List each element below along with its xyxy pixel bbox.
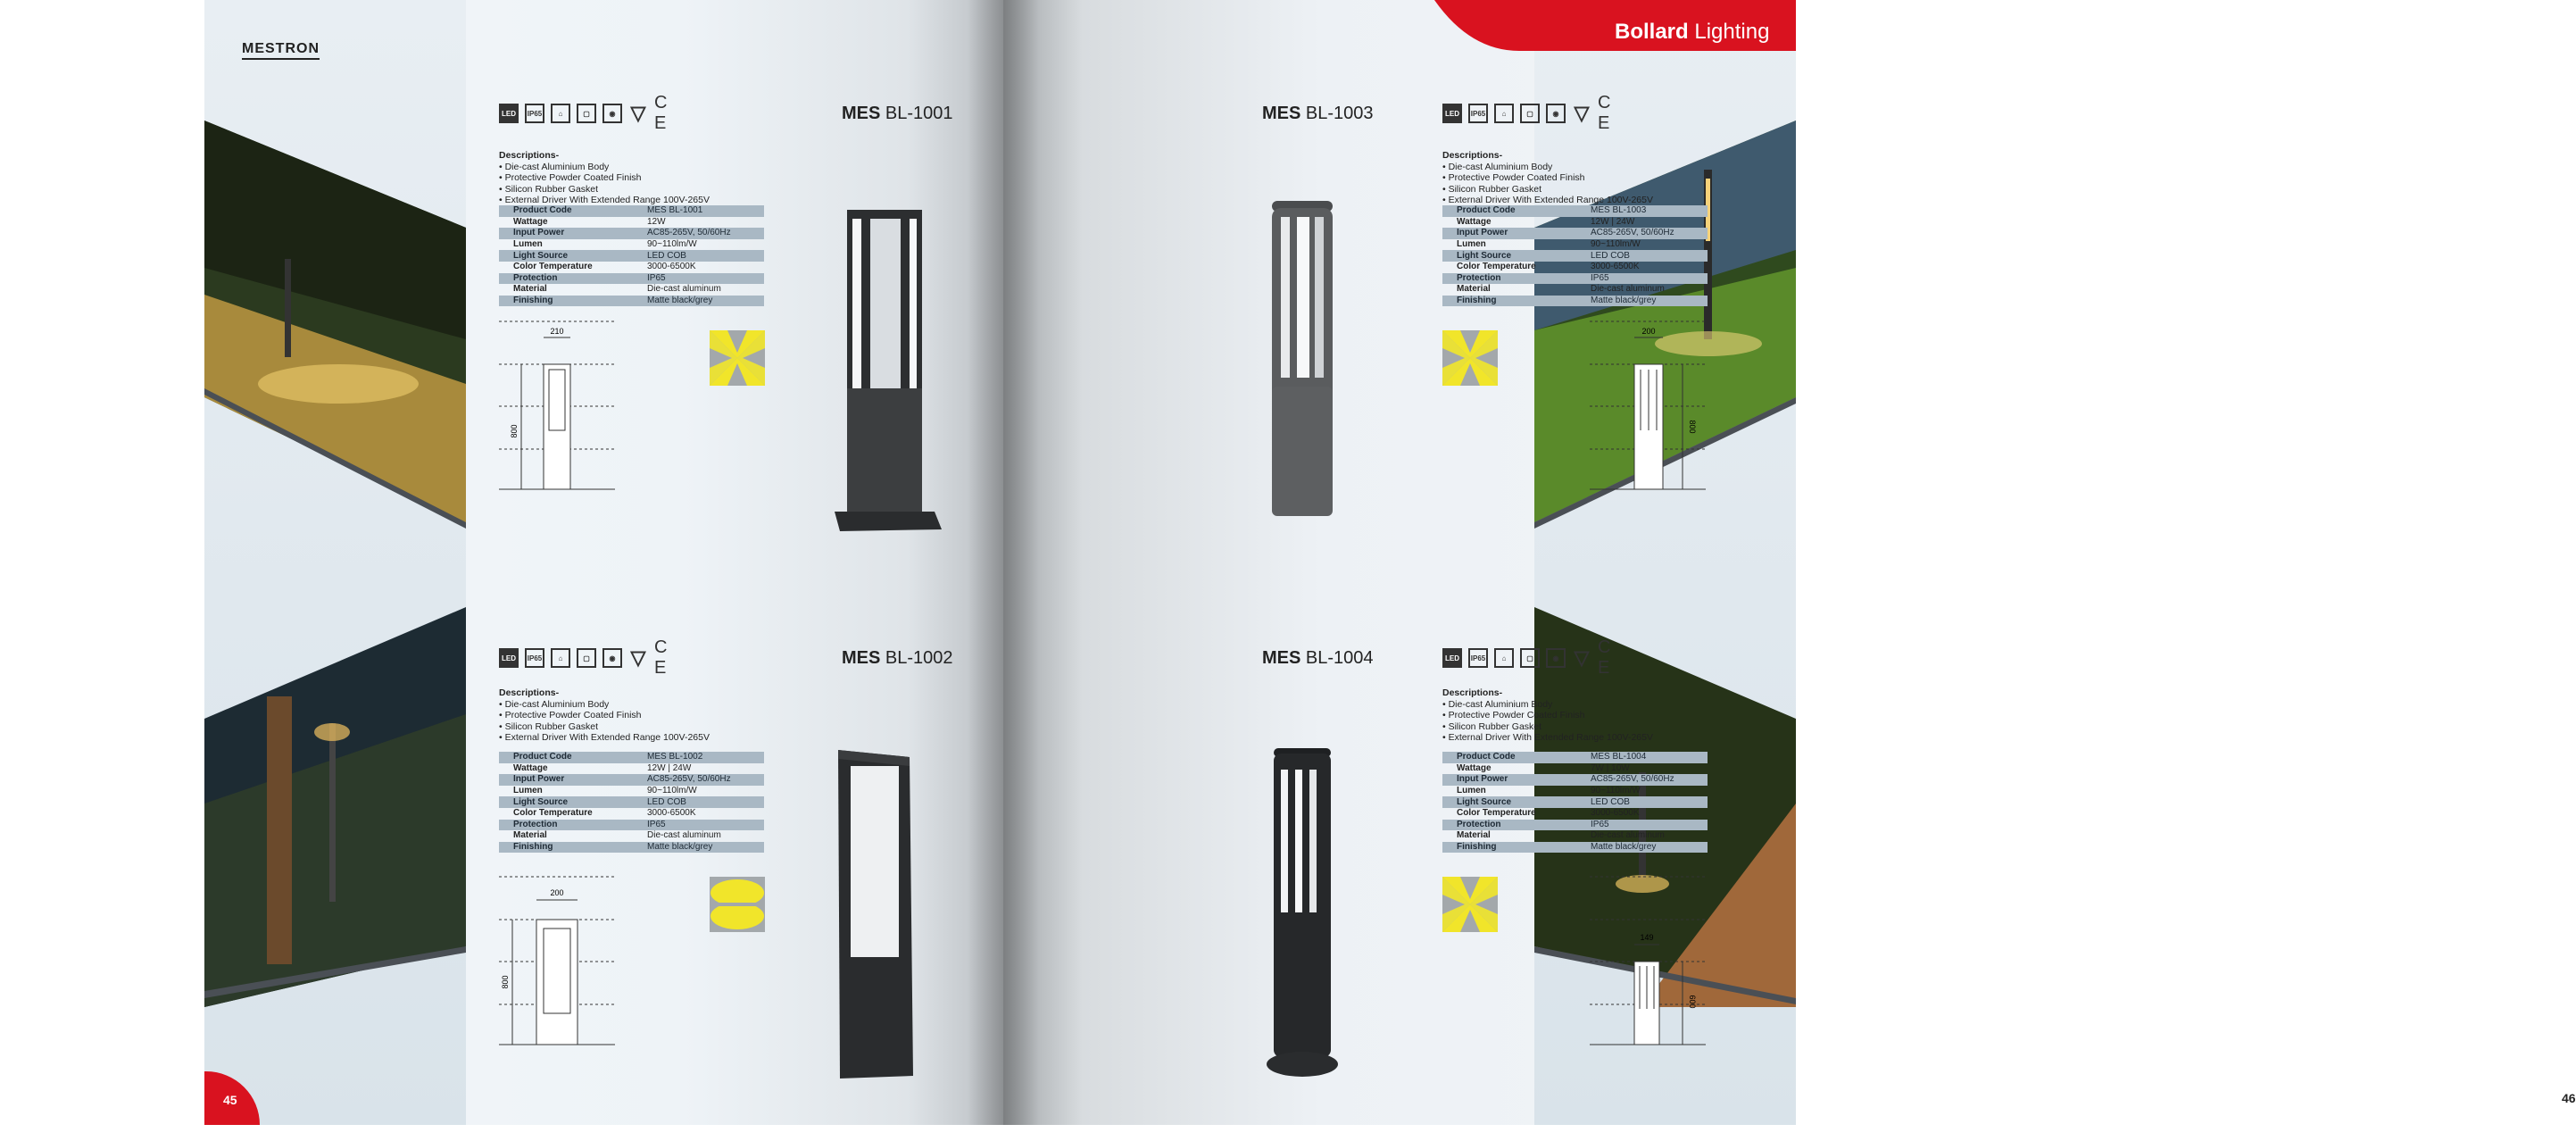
product-image [831,741,920,1085]
product-image [835,199,942,534]
spec-row: Light Source LED COB [1442,250,1708,262]
spec-row: Product Code MES BL-1004 [1442,752,1708,763]
spec-table [499,752,764,853]
triangle-icon: ▽ [630,646,646,669]
class-ii-icon: ⌂ [551,648,570,668]
spec-row: Wattage 12W | 24W [513,762,692,773]
class-ii-icon: ⌂ [1494,648,1514,668]
double-square-icon: ▢ [1520,648,1540,668]
beam-pattern-icon [710,877,765,932]
spec-row: Light Source LED COB [499,250,764,262]
spec-row: Material Die-cast aluminum [1457,284,1665,295]
spec-row: Color Temperature 3000-6500K [513,808,696,819]
spec-row: Product Code MES BL-1001 [499,205,764,217]
spec-row: Protection IP65 [1442,273,1708,285]
dimension-height: 800 [1688,420,1697,434]
product-bl-1001 [499,93,972,596]
dimension-drawing [1590,320,1710,498]
product-description: Descriptions- • Die-cast Aluminium Body • Protective Powder Coated Finish • Silicon Rubber Gasket • External Driver With Extended Range 100V-265V [499,687,710,743]
target-icon: ◉ [602,648,622,668]
spec-row: Lumen 90~110lm/W [1457,786,1641,796]
spec-row: Lumen 90~110lm/W [513,239,697,250]
led-icon: LED [1442,648,1462,668]
spec-row: Light Source LED COB [1442,796,1708,808]
dimension-height: 600 [1688,995,1697,1009]
led-icon: LED [499,648,519,668]
product-description: Descriptions- • Die-cast Aluminium Body • Protective Powder Coated Finish • Silicon Rubber Gasket • External Driver With Extended Range 100V-265V [1442,687,1653,743]
certification-icons [1442,637,1623,678]
dimension-width: 210 [550,327,564,336]
product-bl-1004 [1237,637,1710,1141]
spec-row: Material Die-cast aluminum [1457,830,1665,841]
dimension-drawing [499,875,619,1054]
triangle-icon: ▽ [630,102,646,124]
spec-row: Wattage 12W [513,216,666,227]
triangle-icon: ▽ [1574,102,1590,124]
ce-icon: C E [1598,637,1611,678]
product-title: MES BL-1004 [1262,648,1374,668]
target-icon: ◉ [1546,104,1566,123]
beam-pattern-icon [710,330,765,386]
spec-row: Finishing Matte black/grey [499,842,764,854]
ip65-icon: IP65 [525,648,544,668]
spec-row: Lumen 90~110lm/W [1457,239,1641,250]
spec-row: Wattage 7W | 10W [1457,762,1630,773]
dimension-drawing [1590,875,1710,1054]
product-image [1267,199,1338,534]
spec-row: Input Power AC85-265V, 50/60Hz [499,228,764,239]
product-bl-1003 [1237,93,1710,596]
spec-row: Protection IP65 [499,820,764,831]
class-ii-icon: ⌂ [551,104,570,123]
catalog-spread [204,0,2576,1125]
dimension-width: 149 [1640,933,1654,942]
spec-row: Color Temperature 3000-6500K [1457,262,1640,272]
spec-row: Input Power AC85-265V, 50/60Hz [499,774,764,786]
double-square-icon: ▢ [577,648,596,668]
spec-row: Protection IP65 [499,273,764,285]
product-title: MES BL-1002 [842,648,953,668]
spec-row: Product Code MES BL-1002 [499,752,764,763]
ip65-icon: IP65 [525,104,544,123]
spec-table [1442,205,1708,306]
product-title: MES BL-1003 [1262,104,1374,123]
spec-row: Finishing Matte black/grey [499,296,764,307]
spec-row: Color Temperature 3000-6500K [513,262,696,272]
ip65-icon: IP65 [1468,104,1488,123]
section-title: Bollard Lighting [1615,20,1770,44]
certification-icons [499,637,679,678]
dimension-drawing [499,320,619,498]
dimension-width: 200 [1641,327,1656,336]
spec-row: Wattage 12W | 24W [1457,216,1635,227]
book-fold-shadow [968,0,1039,1125]
spec-row: Material Die-cast aluminum [513,284,721,295]
ce-icon: C E [654,637,668,678]
spec-row: Light Source LED COB [499,796,764,808]
spec-row: Input Power AC85-265V, 50/60Hz [1442,774,1708,786]
beam-pattern-icon [1442,330,1498,386]
target-icon: ◉ [1546,648,1566,668]
spec-table [1442,752,1708,853]
spec-row: Finishing Matte black/grey [1442,296,1708,307]
led-icon: LED [1442,104,1462,123]
triangle-icon: ▽ [1574,646,1590,669]
ip65-icon: IP65 [1468,648,1488,668]
dimension-height: 800 [501,975,510,989]
ce-icon: C E [654,93,668,133]
product-title: MES BL-1001 [842,104,953,123]
page-number-left: 45 [204,1071,260,1125]
spec-row: Product Code MES BL-1003 [1442,205,1708,217]
product-image [1267,746,1338,1081]
spec-row: Lumen 90~110lm/W [513,786,697,796]
certification-icons [499,93,679,133]
double-square-icon: ▢ [1520,104,1540,123]
product-bl-1002 [499,637,972,1141]
spec-row: Color Temperature 3000-6500K [1457,808,1640,819]
double-square-icon: ▢ [577,104,596,123]
product-description: Descriptions- • Die-cast Aluminium Body • Protective Powder Coated Finish • Silicon Rubber Gasket • External Driver With Extended Range 100V-265V [499,150,710,205]
led-icon: LED [499,104,519,123]
class-ii-icon: ⌂ [1494,104,1514,123]
left-photo-strip [204,0,466,1125]
dimension-height: 800 [510,424,519,438]
spec-row: Input Power AC85-265V, 50/60Hz [1442,228,1708,239]
brand-logo: MESTRON [242,41,320,60]
product-description: Descriptions- • Die-cast Aluminium Body • Protective Powder Coated Finish • Silicon Rubber Gasket • External Driver With Extended Range 100V-265V [1442,150,1653,205]
beam-pattern-icon [1442,877,1498,932]
certification-icons [1442,93,1623,133]
ce-icon: C E [1598,93,1611,133]
target-icon: ◉ [602,104,622,123]
spec-table [499,205,764,306]
spec-row: Material Die-cast aluminum [513,830,721,841]
page-number-right: 46 [2562,1091,2576,1105]
spec-row: Protection IP65 [1442,820,1708,831]
outdoor-photos-left [204,0,466,1125]
spec-row: Finishing Matte black/grey [1442,842,1708,854]
dimension-width: 200 [550,888,564,897]
